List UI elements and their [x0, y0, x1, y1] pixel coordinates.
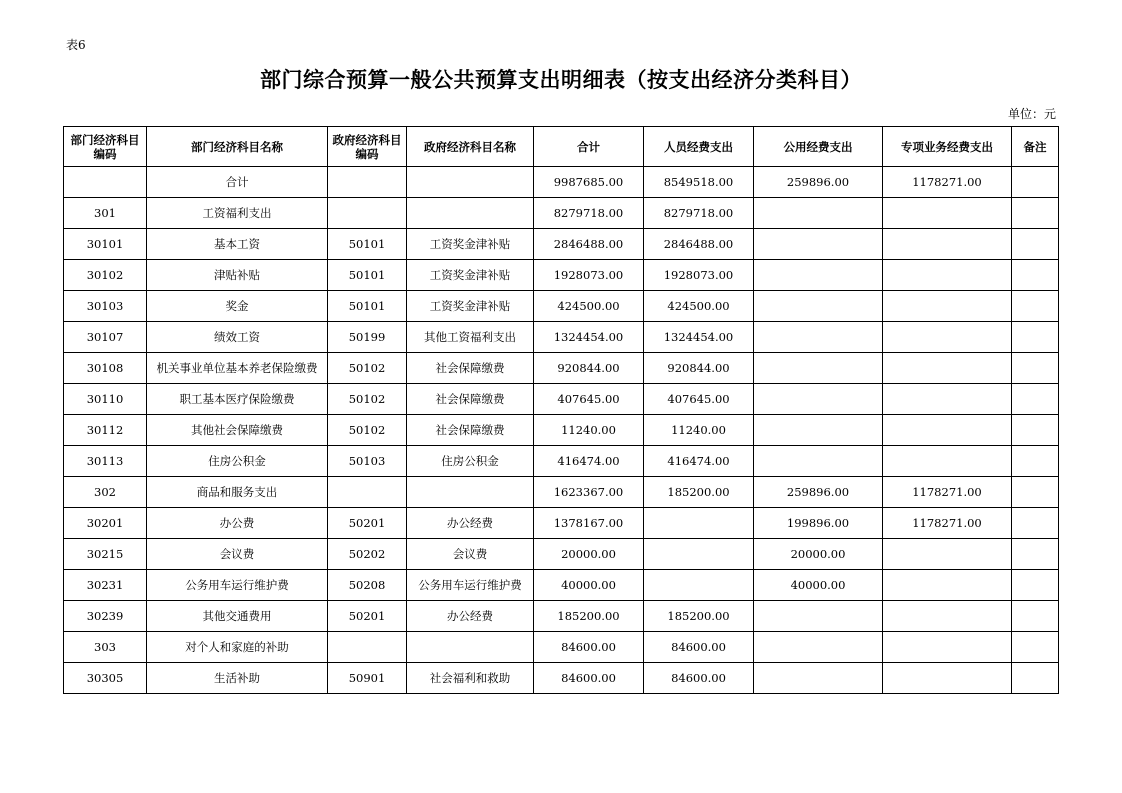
cell-remark	[1012, 260, 1059, 291]
table-row	[64, 229, 1059, 260]
cell-gov-name	[407, 632, 534, 663]
table-row	[64, 198, 1059, 229]
cell-special: 1178271.00	[883, 508, 1012, 539]
cell-gov-name: 会议费	[407, 539, 534, 570]
cell-gov-name: 社会保障缴费	[407, 415, 534, 446]
cell-dept-name: 津贴补贴	[147, 260, 328, 291]
table-row	[64, 508, 1059, 539]
cell-gov-name: 办公经费	[407, 508, 534, 539]
cell-dept-code: 30201	[64, 508, 147, 539]
cell-gov-name: 住房公积金	[407, 446, 534, 477]
cell-dept-code: 303	[64, 632, 147, 663]
cell-personnel: 1324454.00	[644, 322, 754, 353]
cell-total: 416474.00	[534, 446, 644, 477]
cell-dept-name: 合计	[147, 167, 328, 198]
cell-special	[883, 229, 1012, 260]
cell-personnel: 1928073.00	[644, 260, 754, 291]
cell-remark	[1012, 384, 1059, 415]
cell-dept-code: 30231	[64, 570, 147, 601]
cell-gov-name: 办公经费	[407, 601, 534, 632]
cell-dept-name: 绩效工资	[147, 322, 328, 353]
header-dept-code: 部门经济科目编码	[64, 127, 147, 167]
cell-dept-code: 30102	[64, 260, 147, 291]
cell-gov-name: 社会福利和救助	[407, 663, 534, 694]
cell-remark	[1012, 415, 1059, 446]
table-row	[64, 167, 1059, 198]
cell-public	[754, 632, 883, 663]
cell-gov-code	[328, 632, 407, 663]
cell-total: 920844.00	[534, 353, 644, 384]
cell-remark	[1012, 198, 1059, 229]
cell-dept-name: 对个人和家庭的补助	[147, 632, 328, 663]
expenditure-detail-table	[63, 126, 1059, 694]
cell-public	[754, 415, 883, 446]
header-special: 专项业务经费支出	[883, 127, 1012, 167]
cell-personnel: 407645.00	[644, 384, 754, 415]
cell-gov-code	[328, 477, 407, 508]
cell-personnel	[644, 539, 754, 570]
cell-dept-code: 30305	[64, 663, 147, 694]
cell-dept-name: 工资福利支出	[147, 198, 328, 229]
cell-personnel	[644, 508, 754, 539]
cell-remark	[1012, 508, 1059, 539]
cell-special	[883, 322, 1012, 353]
cell-remark	[1012, 291, 1059, 322]
cell-gov-name: 社会保障缴费	[407, 353, 534, 384]
cell-remark	[1012, 477, 1059, 508]
cell-public	[754, 322, 883, 353]
cell-gov-code: 50101	[328, 229, 407, 260]
cell-remark	[1012, 570, 1059, 601]
cell-gov-code: 50901	[328, 663, 407, 694]
cell-dept-code: 30108	[64, 353, 147, 384]
table-header-row	[64, 127, 1059, 167]
table-number-label: 表6	[66, 38, 86, 52]
cell-public	[754, 446, 883, 477]
page-title: 部门综合预算一般公共预算支出明细表（按支出经济分类科目）	[260, 68, 862, 92]
cell-dept-name: 办公费	[147, 508, 328, 539]
cell-dept-code: 30112	[64, 415, 147, 446]
cell-gov-name: 工资奖金津补贴	[407, 291, 534, 322]
table-row	[64, 570, 1059, 601]
cell-dept-code: 301	[64, 198, 147, 229]
cell-personnel: 920844.00	[644, 353, 754, 384]
cell-gov-name	[407, 167, 534, 198]
table-row	[64, 415, 1059, 446]
cell-public: 199896.00	[754, 508, 883, 539]
cell-remark	[1012, 446, 1059, 477]
cell-dept-name: 会议费	[147, 539, 328, 570]
cell-dept-code: 30239	[64, 601, 147, 632]
cell-gov-name: 工资奖金津补贴	[407, 260, 534, 291]
table-row	[64, 601, 1059, 632]
cell-gov-code: 50201	[328, 601, 407, 632]
table-row	[64, 384, 1059, 415]
cell-special	[883, 198, 1012, 229]
cell-total: 1928073.00	[534, 260, 644, 291]
cell-special: 1178271.00	[883, 477, 1012, 508]
cell-total: 11240.00	[534, 415, 644, 446]
cell-gov-code: 50103	[328, 446, 407, 477]
cell-public	[754, 291, 883, 322]
cell-dept-code: 30107	[64, 322, 147, 353]
cell-total: 84600.00	[534, 632, 644, 663]
cell-personnel: 8549518.00	[644, 167, 754, 198]
cell-gov-code: 50199	[328, 322, 407, 353]
cell-remark	[1012, 663, 1059, 694]
header-personnel: 人员经费支出	[644, 127, 754, 167]
cell-public: 40000.00	[754, 570, 883, 601]
table-row	[64, 632, 1059, 663]
cell-special	[883, 601, 1012, 632]
cell-total: 40000.00	[534, 570, 644, 601]
cell-special	[883, 632, 1012, 663]
cell-total: 9987685.00	[534, 167, 644, 198]
header-gov-name: 政府经济科目名称	[407, 127, 534, 167]
cell-public	[754, 353, 883, 384]
cell-special	[883, 353, 1012, 384]
cell-public: 259896.00	[754, 167, 883, 198]
cell-gov-code	[328, 198, 407, 229]
cell-total: 1623367.00	[534, 477, 644, 508]
cell-remark	[1012, 322, 1059, 353]
cell-dept-code: 302	[64, 477, 147, 508]
cell-remark	[1012, 167, 1059, 198]
table-row	[64, 260, 1059, 291]
table-row	[64, 477, 1059, 508]
cell-dept-name: 机关事业单位基本养老保险缴费	[147, 353, 328, 384]
cell-special	[883, 446, 1012, 477]
cell-personnel: 84600.00	[644, 663, 754, 694]
cell-gov-code: 50208	[328, 570, 407, 601]
cell-remark	[1012, 353, 1059, 384]
cell-gov-code: 50202	[328, 539, 407, 570]
cell-personnel	[644, 570, 754, 601]
cell-total: 20000.00	[534, 539, 644, 570]
cell-gov-name: 其他工资福利支出	[407, 322, 534, 353]
header-total: 合计	[534, 127, 644, 167]
cell-remark	[1012, 229, 1059, 260]
table-row	[64, 322, 1059, 353]
cell-gov-name: 社会保障缴费	[407, 384, 534, 415]
table-row	[64, 291, 1059, 322]
cell-total: 2846488.00	[534, 229, 644, 260]
cell-gov-name: 公务用车运行维护费	[407, 570, 534, 601]
table-row	[64, 446, 1059, 477]
cell-total: 8279718.00	[534, 198, 644, 229]
cell-gov-code: 50102	[328, 384, 407, 415]
header-remark: 备注	[1012, 127, 1059, 167]
cell-dept-name: 住房公积金	[147, 446, 328, 477]
cell-gov-name: 工资奖金津补贴	[407, 229, 534, 260]
table-row	[64, 353, 1059, 384]
header-public: 公用经费支出	[754, 127, 883, 167]
cell-personnel: 84600.00	[644, 632, 754, 663]
cell-special	[883, 570, 1012, 601]
cell-dept-name: 奖金	[147, 291, 328, 322]
cell-dept-name: 职工基本医疗保险缴费	[147, 384, 328, 415]
cell-public: 20000.00	[754, 539, 883, 570]
cell-dept-code: 30103	[64, 291, 147, 322]
cell-gov-code: 50102	[328, 353, 407, 384]
cell-dept-name: 生活补助	[147, 663, 328, 694]
cell-total: 1324454.00	[534, 322, 644, 353]
cell-total: 84600.00	[534, 663, 644, 694]
cell-dept-code: 30113	[64, 446, 147, 477]
cell-public	[754, 384, 883, 415]
cell-special: 1178271.00	[883, 167, 1012, 198]
cell-gov-name	[407, 198, 534, 229]
cell-special	[883, 260, 1012, 291]
cell-dept-code: 30110	[64, 384, 147, 415]
cell-personnel: 416474.00	[644, 446, 754, 477]
cell-remark	[1012, 632, 1059, 663]
cell-dept-code	[64, 167, 147, 198]
cell-personnel: 8279718.00	[644, 198, 754, 229]
cell-dept-code: 30101	[64, 229, 147, 260]
cell-gov-code: 50101	[328, 260, 407, 291]
cell-special	[883, 415, 1012, 446]
cell-total: 1378167.00	[534, 508, 644, 539]
cell-personnel: 11240.00	[644, 415, 754, 446]
cell-public	[754, 198, 883, 229]
cell-dept-name: 其他社会保障缴费	[147, 415, 328, 446]
table-row	[64, 663, 1059, 694]
cell-remark	[1012, 539, 1059, 570]
cell-total: 424500.00	[534, 291, 644, 322]
cell-public	[754, 229, 883, 260]
cell-dept-name: 公务用车运行维护费	[147, 570, 328, 601]
cell-special	[883, 539, 1012, 570]
cell-personnel: 185200.00	[644, 601, 754, 632]
cell-public	[754, 663, 883, 694]
cell-gov-name	[407, 477, 534, 508]
cell-gov-code	[328, 167, 407, 198]
cell-public: 259896.00	[754, 477, 883, 508]
cell-special	[883, 384, 1012, 415]
cell-gov-code: 50102	[328, 415, 407, 446]
cell-personnel: 424500.00	[644, 291, 754, 322]
cell-public	[754, 601, 883, 632]
cell-dept-name: 基本工资	[147, 229, 328, 260]
cell-public	[754, 260, 883, 291]
cell-gov-code: 50101	[328, 291, 407, 322]
cell-special	[883, 291, 1012, 322]
cell-gov-code: 50201	[328, 508, 407, 539]
unit-label: 单位：元	[1007, 107, 1056, 121]
cell-personnel: 2846488.00	[644, 229, 754, 260]
cell-total: 407645.00	[534, 384, 644, 415]
cell-total: 185200.00	[534, 601, 644, 632]
cell-remark	[1012, 601, 1059, 632]
cell-personnel: 185200.00	[644, 477, 754, 508]
header-dept-name: 部门经济科目名称	[147, 127, 328, 167]
header-gov-code: 政府经济科目编码	[328, 127, 407, 167]
cell-dept-code: 30215	[64, 539, 147, 570]
cell-dept-name: 其他交通费用	[147, 601, 328, 632]
cell-dept-name: 商品和服务支出	[147, 477, 328, 508]
cell-special	[883, 663, 1012, 694]
table-row	[64, 539, 1059, 570]
